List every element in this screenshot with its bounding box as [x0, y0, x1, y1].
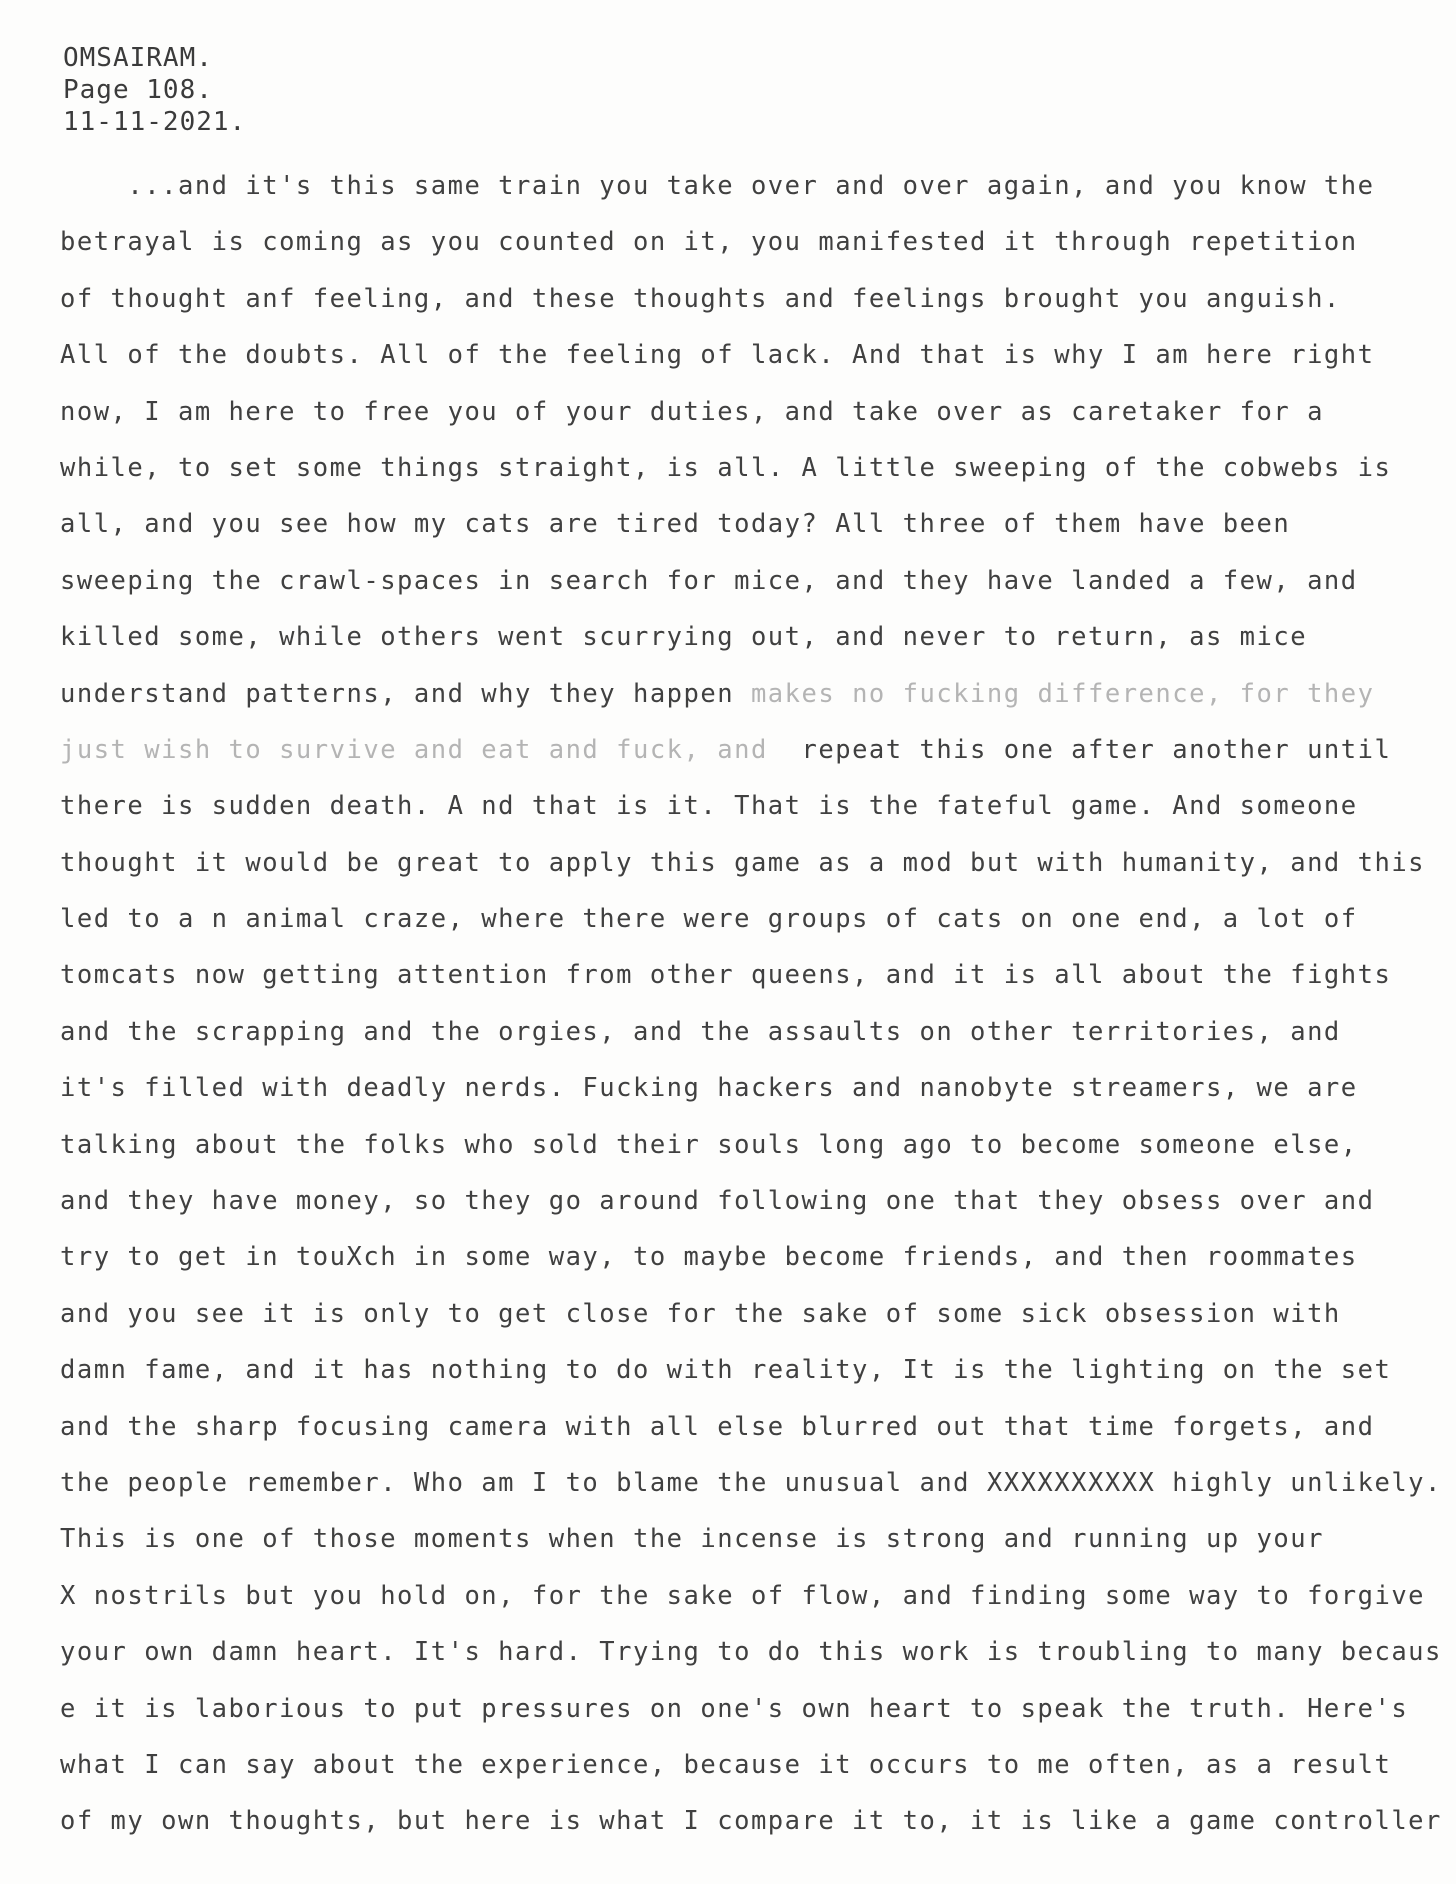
- text-line-22: damn fame, and it has nothing to do with reality, It is the lighting on the set: [60, 1355, 1392, 1386]
- text-line-11-faded: just wish to survive and eat and fuck, and: [60, 734, 785, 765]
- text-line-16: and the scrapping and the orgies, and the assaults on other territories, and: [60, 1016, 1341, 1047]
- text-line-10: [60, 666, 1456, 722]
- header-title: OMSAIRAM.: [63, 43, 213, 73]
- text-line-10-faded: makes no fucking difference, for they: [750, 678, 1375, 709]
- text-line-2: betrayal is coming as you counted on it, you manifested it through repetition: [60, 227, 1358, 258]
- text-line-4: All of the doubts. All of the feeling of lack. And that is why I am here right: [60, 340, 1375, 371]
- text-line-6: while, to set some things straight, is all. A little sweeping of the cobwebs is: [60, 452, 1392, 483]
- text-line-15: tomcats now getting attention from other queens, and it is all about the fights: [60, 960, 1392, 991]
- text-line-25: This is one of those moments when the incense is strong and running up your: [60, 1524, 1324, 1555]
- text-line-9: killed some, while others went scurrying out, and never to return, as mice: [60, 622, 1308, 653]
- text-line-30: of my own thoughts, but here is what I compare it to, it is like a game controller: [60, 1806, 1442, 1837]
- text-line-26: X nostrils but you hold on, for the sake of flow, and finding some way to forgive: [60, 1580, 1426, 1611]
- text-line-5: now, I am here to free you of your duties, and take over as caretaker for a: [60, 396, 1324, 427]
- text-line-3: of thought anf feeling, and these thoughts and feelings brought you anguish.: [60, 283, 1341, 314]
- text-line-12: there is sudden death. A nd that is it. That is the fateful game. And someone: [60, 791, 1358, 822]
- text-line-7: all, and you see how my cats are tired today? All three of them have been: [60, 509, 1291, 540]
- text-line-11: [60, 722, 1456, 778]
- text-line-14: led to a n animal craze, where there were groups of cats on one end, a lot of: [60, 904, 1358, 935]
- text-line-19: and they have money, so they go around following one that they obsess over and: [60, 1186, 1375, 1217]
- text-line-10-dark: understand patterns, and why they happen: [60, 678, 751, 709]
- text-line-24: the people remember. Who am I to blame the unusual and XXXXXXXXXX highly unlikely.: [60, 1467, 1442, 1498]
- header-page-number: Page 108.: [63, 75, 213, 105]
- text-line-8: sweeping the crawl-spaces in search for mice, and they have landed a few, and: [60, 565, 1358, 596]
- text-line-1: ...and it's this same train you take over and over again, and you know the: [60, 171, 1375, 201]
- text-line-17: it's filled with deadly nerds. Fucking hackers and nanobyte streamers, we are: [60, 1073, 1358, 1104]
- body-text: [60, 158, 1456, 1850]
- text-line-18: talking about the folks who sold their souls long ago to become someone else,: [60, 1129, 1358, 1160]
- page-header: [63, 42, 246, 138]
- text-line-29: what I can say about the experience, because it occurs to me often, as a result: [60, 1749, 1392, 1780]
- text-line-27: your own damn heart. It's hard. Trying to do this work is troubling to many becaus: [60, 1637, 1442, 1668]
- text-line-21: and you see it is only to get close for the sake of some sick obsession with: [60, 1298, 1341, 1329]
- text-line-13: thought it would be great to apply this game as a mod but with humanity, and this: [60, 847, 1426, 878]
- text-line-28: e it is laborious to put pressures on one's own heart to speak the truth. Here's: [60, 1693, 1409, 1724]
- text-line-20: try to get in touXch in some way, to maybe become friends, and then roommates: [60, 1242, 1358, 1273]
- header-date: 11-11-2021.: [63, 107, 247, 137]
- text-line-23: and the sharp focusing camera with all else blurred out that time forgets, and: [60, 1411, 1375, 1442]
- text-line-11-dark: repeat this one after another until: [784, 734, 1392, 765]
